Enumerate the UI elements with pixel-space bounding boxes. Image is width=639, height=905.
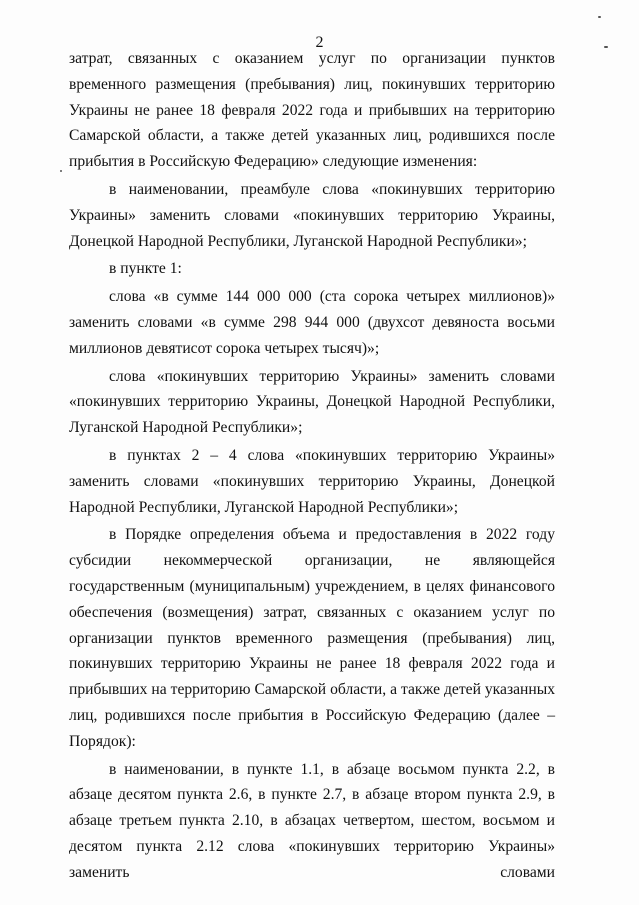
page-number: 2 [315,34,324,51]
paragraph-continuation: затрат, связанных с оказанием услуг по организации пунктов временного размещения (пребывания) лиц, покинувших территорию Украины не ранее 18 февраля 2022 года и прибывших на территорию Самарской области, а также детей указанных лиц, родившихся после прибытия в Российскую Федерацию» следующие изменения: [69,50,555,171]
document-body [69,46,555,888]
paragraph-words-amendment: слова «покинувших территорию Украины» заменить словами «покинувших территорию Украины, Донецкой Народной Республики, Луганской Народной Республики»; [69,367,555,437]
scan-speck [60,170,62,172]
paragraph-title-amendment: в наименовании, преамбуле слова «покинувших территорию Украины» заменить словами «покинувших территорию Украины, Донецкой Народной Республики, Луганской Народной Республики»; [69,180,555,250]
paragraph-point-1-heading: в пункте 1: [109,260,182,278]
paragraph-procedure-amendment: в Порядке определения объема и предоставления в 2022 году субсидии некоммерческой организации, не являющейся государственным (муниципальным) учреждением, в целях финансового обеспечения (возмещения) затрат, связанных с оказанием услуг по организации пунктов временного размещения (пребывания) лиц, покинувших территорию Украины не ранее 18 февраля 2022 года и прибывших на территорию Самарской области, а также детей указанных лиц, родившихся после прибытия в Российскую Федерацию (далее – Порядок): [69,526,555,750]
paragraph-sum-amendment: слова «в сумме 144 000 000 (ста сорока четырех миллионов)» заменить словами «в сумме 298 944 000 (двухсот девяноста восьми миллионов девятисот сорока четырех тысяч)»; [69,288,555,357]
paragraph-points-2-4-amendment: в пунктах 2 – 4 слова «покинувших территорию Украины» заменить словами «покинувших территорию Украины, Донецкой Народной Республики, Луганской Народной Республики»; [69,446,555,516]
paragraph-procedure-points-amendment: в наименовании, в пункте 1.1, в абзаце восьмом пункта 2.2, в абзаце десятом пункта 2.6, в пункте 2.7, в абзаце втором пункта 2.9, в абзаце третьем пункта 2.10, в абзацах четвертом, шестом, восьмом и десятом пункта 2.12 слова «покинувших территорию Украины» заменить словами [69,760,555,881]
scan-speck [598,16,601,18]
